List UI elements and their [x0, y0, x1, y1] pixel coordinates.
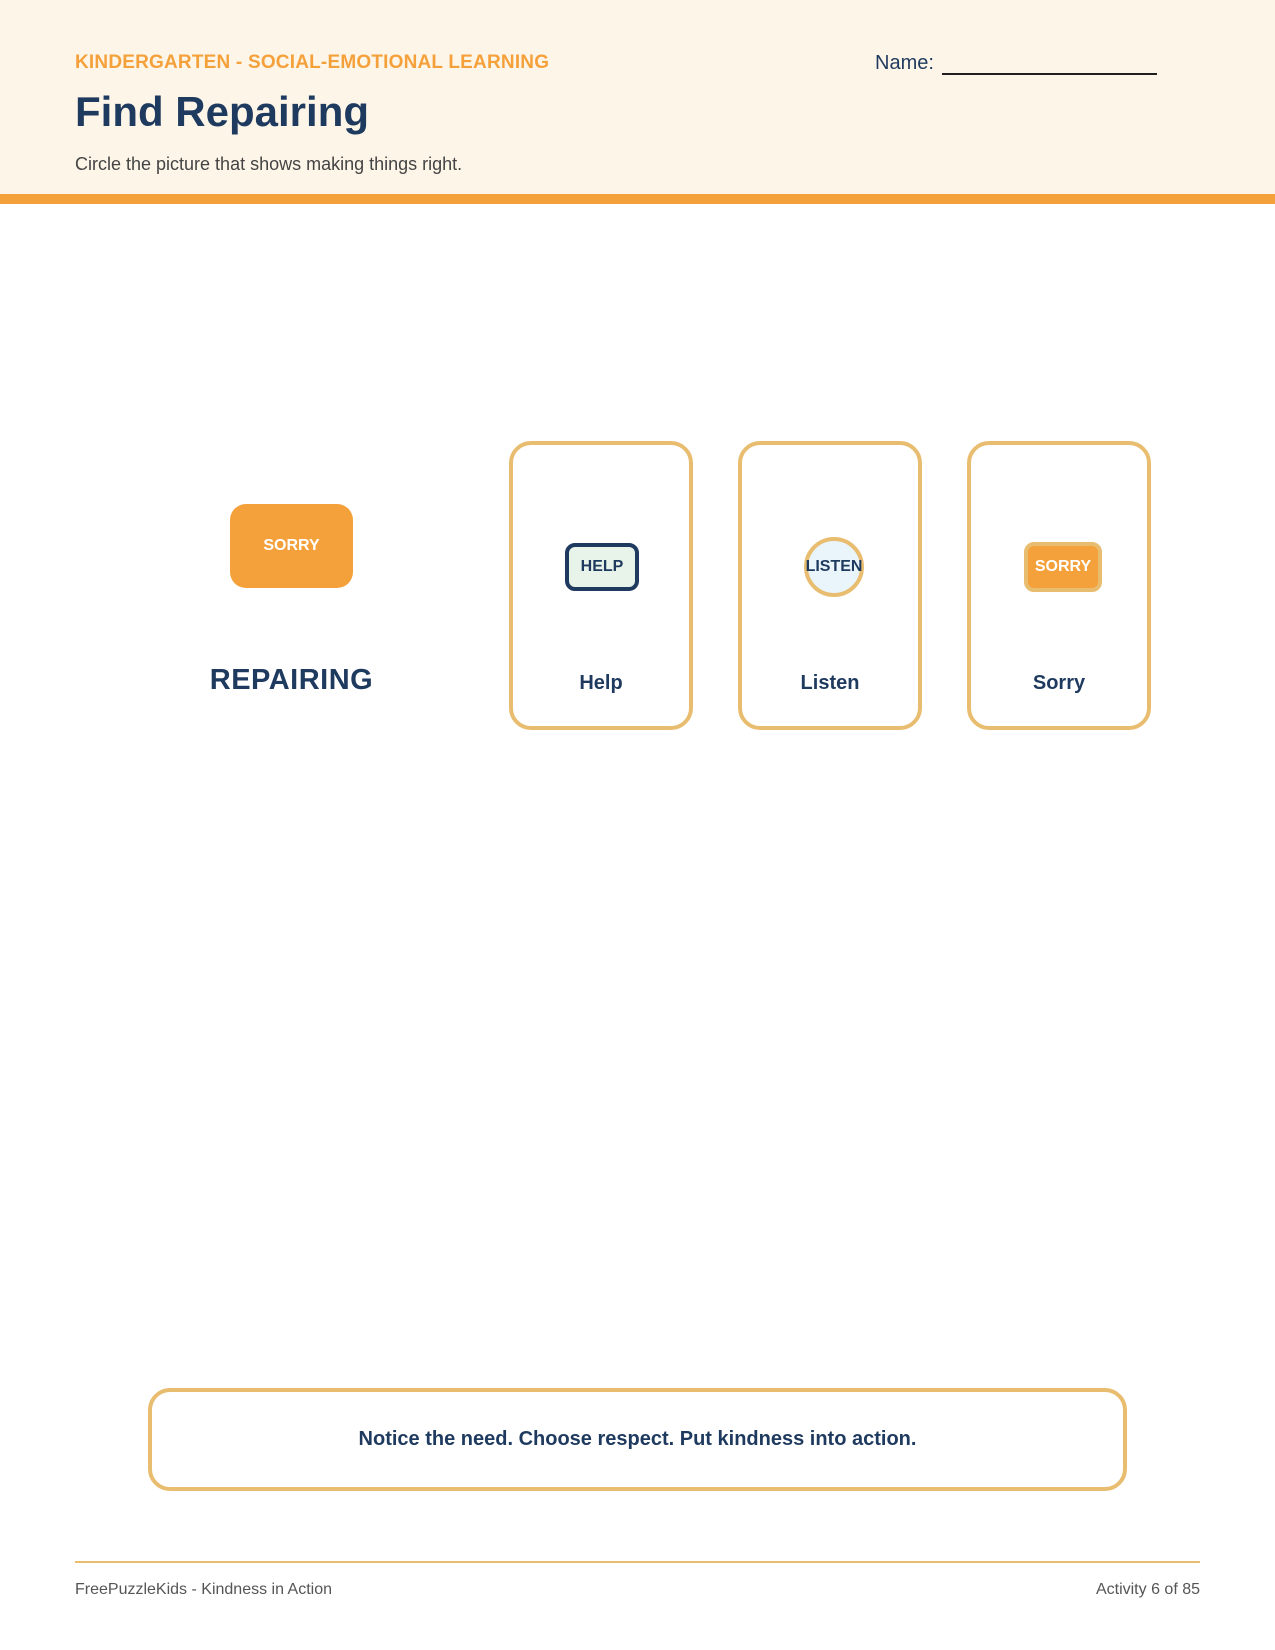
motto-text: Notice the need. Choose respect. Put kindness into action.	[358, 1428, 917, 1450]
option-card-listen[interactable]	[738, 441, 922, 730]
footer-brand: FreePuzzleKids - Kindness in Action	[75, 1581, 333, 1598]
option-label-help: Help	[579, 672, 623, 694]
help-icon-text: HELP	[580, 558, 624, 575]
target-sorry-icon	[230, 504, 353, 588]
header-accent-bar	[0, 194, 1275, 204]
instruction-text: Circle the picture that shows making things right.	[75, 154, 463, 174]
target-word: REPAIRING	[209, 664, 374, 696]
footer-divider	[75, 1561, 1200, 1563]
option-label-sorry: Sorry	[1032, 672, 1086, 694]
option-card-help[interactable]	[509, 441, 693, 730]
motto-box	[148, 1388, 1127, 1491]
footer-page-count: Activity 6 of 85	[1095, 1581, 1200, 1598]
sorry-icon-text: SORRY	[1034, 558, 1092, 575]
subject-label: KINDERGARTEN - SOCIAL-EMOTIONAL LEARNING	[75, 52, 550, 73]
page-title: Find Repairing	[75, 88, 369, 135]
listen-icon-text: LISTEN	[805, 558, 863, 575]
name-label: Name:	[875, 52, 934, 74]
option-card-sorry[interactable]	[967, 441, 1151, 730]
sorry-icon	[1024, 542, 1102, 592]
help-icon	[565, 543, 639, 591]
name-field-line[interactable]	[942, 73, 1157, 75]
listen-icon	[804, 537, 864, 597]
target-icon-text: SORRY	[263, 537, 320, 554]
option-label-listen: Listen	[800, 672, 860, 694]
